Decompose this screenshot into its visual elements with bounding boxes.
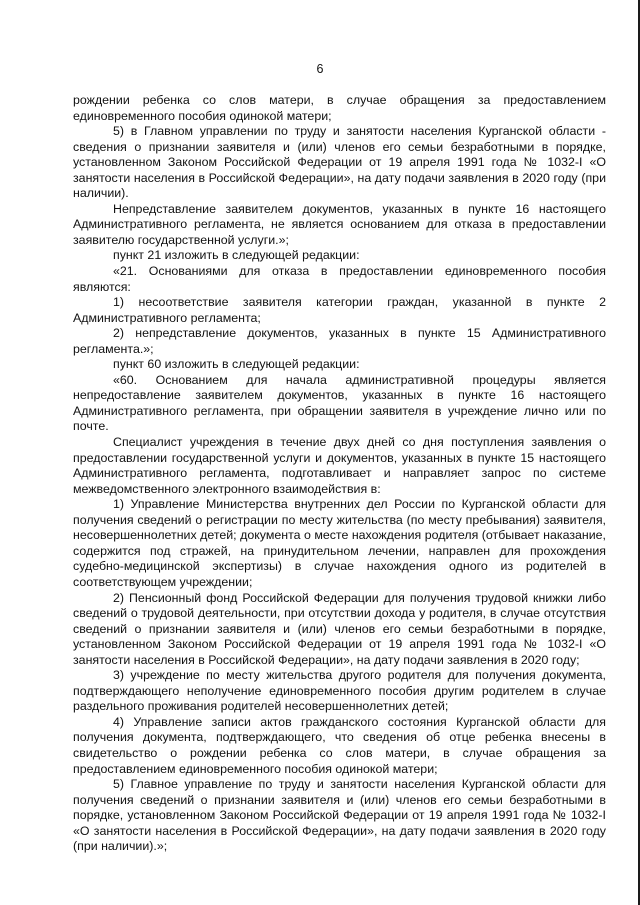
paragraph: пункт 21 изложить в следующей редакции: [113, 248, 360, 263]
paragraph: 1) Управление Министерства внутренних дел России по Курганской области для получения сведений о регистрации по месту жительства (по месту пребывания) заявителя, несовершеннолетних детей; документа о месте нахождения родителя (отбывает наказание, содержится под стражей, на принудительном лечении, направлен для прохождения судебно-медицинской экспертизы) в случае нахождения одного из родителей в соответствующем учреждении; [73, 497, 606, 589]
paragraph: 5) Главное управление по труду и занятости населения Курганской области для получения сведений о признании заявителя и (или) членов его семьи безработными в порядке, установленном Законом Российской Федерации от 19 апреля 1991 года № 1032-I «О занятости населения в Российской Федерации», на дату подачи заявления в 2020 году (при наличии).»; [73, 777, 606, 854]
paragraph: 3) учреждение по месту жительства другого родителя для получения документа, подтверждающего неполучение единовременного пособия другим родителем в случае раздельного проживания родителей несовершеннолетних детей; [73, 668, 606, 714]
paragraph: Непредставление заявителем документов, указанных в пункте 16 настоящего Административного регламента, не является основанием для отказа в предоставлении заявителю государственной услуги.»; [73, 201, 606, 247]
paragraph: «60. Основанием для начала административной процедуры является непредоставление заявителем документов, указанных в пункте 16 настоящего Административного регламента, при обращении заявителя в учреждение лично или по почте. [73, 372, 606, 434]
document-body [73, 93, 606, 855]
paragraph: рождении ребенка со слов матери, в случае обращения за предоставлением единовременного пособия одинокой матери; [73, 93, 606, 123]
paragraph: 1) несоответствие заявителя категории граждан, указанной в пункте 2 Административного регламента; [73, 295, 606, 325]
paragraph: пункт 60 изложить в следующей редакции: [113, 357, 360, 372]
page-number: 6 [316, 62, 324, 76]
paragraph: 2) Пенсионный фонд Российской Федерации для получения трудовой книжки либо сведений о трудовой деятельности, при отсутствии дохода у родителя, в случае отсутствия сведений о признании заявителя и (или) членов его семьи безработными в порядке, установленном Законом Российской Федерации от 19 апреля 1991 года № 1032-I «О занятости населения в Российской Федерации», на дату подачи заявления в 2020 году; [73, 590, 606, 667]
paragraph: 2) непредставление документов, указанных в пункте 15 Административного регламента.»; [73, 326, 606, 356]
paragraph: 5) в Главном управлении по труду и занятости населения Курганской области - сведения о признании заявителя и (или) членов его семьи безработными в порядке, установленном Законом Российской Федерации от 19 апреля 1991 года № 1032-I «О занятости населения в Российской Федерации», на дату подачи заявления в 2020 году (при наличии). [73, 124, 606, 201]
paragraph: «21. Основаниями для отказа в предоставлении единовременного пособия являются: [73, 264, 606, 294]
paragraph: 4) Управление записи актов гражданского состояния Курганской области для получения документа, подтверждающего, что сведения об отце ребенка внесены в свидетельство о рождении ребенка со слов матери, в случае обращения за предоставлением единовременного пособия одинокой матери; [73, 714, 606, 776]
paragraph: Специалист учреждения в течение двух дней со дня поступления заявления о предоставлении государственной услуги и документов, указанных в пункте 15 настоящего Административного регламента, подготавливает и направляет запрос по системе межведомственного электронного взаимодействия в: [73, 435, 606, 496]
